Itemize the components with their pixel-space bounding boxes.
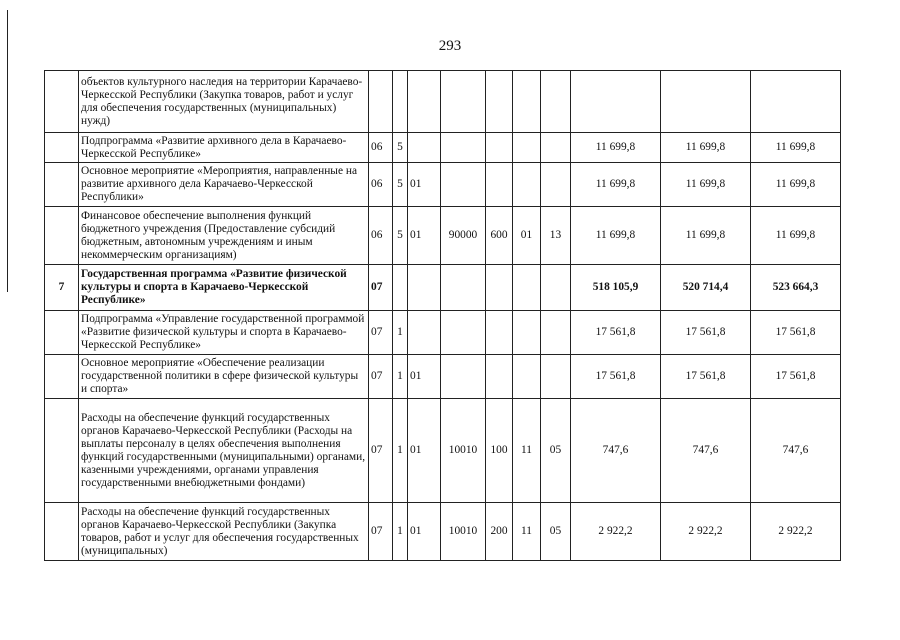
section-code-cell: 07: [369, 311, 393, 355]
description-cell: Расходы на обеспечение функций государственных органов Карачаево-Черкесской Республики (Закупка товаров, работ и услуг для обеспечения государственных (муниципальных): [79, 503, 369, 561]
division-cell: 01: [513, 207, 541, 265]
amount-year1-cell: [571, 71, 661, 133]
amount-year1-cell: 11 699,8: [571, 207, 661, 265]
measure-code-cell: [408, 71, 441, 133]
expense-type-cell: [486, 311, 513, 355]
subprogram-code-cell: 1: [393, 503, 408, 561]
amount-year3-cell: 2 922,2: [751, 503, 841, 561]
direction-code-cell: [441, 265, 486, 311]
direction-code-cell: [441, 355, 486, 399]
page-number: 293: [438, 38, 462, 54]
section-code-cell: 07: [369, 265, 393, 311]
amount-year1-cell: 11 699,8: [571, 163, 661, 207]
description-cell: Подпрограмма «Управление государственной программой «Развитие физической культуры и спорта в Карачаево-Черкесской Республике»: [79, 311, 369, 355]
table-row: [45, 311, 841, 355]
amount-year1-cell: 17 561,8: [571, 355, 661, 399]
division-cell: [513, 71, 541, 133]
amount-year2-cell: 520 714,4: [661, 265, 751, 311]
description-cell: Расходы на обеспечение функций государственных органов Карачаево-Черкесской Республики (Расходы на выплаты персоналу в целях обеспечения выполнения функций государственными (муниципальными) органами, казенными учреждениями, органами управления государственными внебюджетными фондами): [79, 399, 369, 503]
table-row: [45, 503, 841, 561]
subprogram-code-cell: [393, 71, 408, 133]
division-cell: [513, 311, 541, 355]
section-code-cell: 06: [369, 207, 393, 265]
measure-code-cell: 01: [408, 355, 441, 399]
row-number-cell: [45, 355, 79, 399]
division-cell: 11: [513, 399, 541, 503]
amount-year2-cell: 17 561,8: [661, 311, 751, 355]
direction-code-cell: 10010: [441, 399, 486, 503]
amount-year3-cell: 11 699,8: [751, 207, 841, 265]
subprogram-code-cell: [393, 265, 408, 311]
expense-type-cell: [486, 163, 513, 207]
section-code-cell: 07: [369, 399, 393, 503]
section-code-cell: 07: [369, 503, 393, 561]
direction-code-cell: [441, 163, 486, 207]
subdivision-cell: 05: [541, 399, 571, 503]
table-row: [45, 399, 841, 503]
row-number-cell: [45, 503, 79, 561]
description-cell: Государственная программа «Развитие физической культуры и спорта в Карачаево-Черкесской Республике»: [79, 265, 369, 311]
expense-type-cell: 100: [486, 399, 513, 503]
table-row: [45, 355, 841, 399]
division-cell: [513, 133, 541, 163]
measure-code-cell: 01: [408, 399, 441, 503]
division-cell: [513, 265, 541, 311]
subdivision-cell: [541, 71, 571, 133]
amount-year3-cell: 11 699,8: [751, 133, 841, 163]
table-row: [45, 207, 841, 265]
amount-year1-cell: 518 105,9: [571, 265, 661, 311]
subdivision-cell: [541, 355, 571, 399]
measure-code-cell: 01: [408, 207, 441, 265]
measure-code-cell: 01: [408, 503, 441, 561]
row-number-cell: [45, 163, 79, 207]
row-number-cell: [45, 207, 79, 265]
expense-type-cell: [486, 133, 513, 163]
description-cell: Подпрограмма «Развитие архивного дела в Карачаево-Черкесской Республике»: [79, 133, 369, 163]
direction-code-cell: 90000: [441, 207, 486, 265]
description-cell: объектов культурного наследия на территории Карачаево-Черкесской Республики (Закупка товаров, работ и услуг для обеспечения государственных (муниципальных) нужд): [79, 71, 369, 133]
direction-code-cell: 10010: [441, 503, 486, 561]
subprogram-code-cell: 5: [393, 207, 408, 265]
amount-year1-cell: 17 561,8: [571, 311, 661, 355]
direction-code-cell: [441, 311, 486, 355]
row-number-cell: [45, 311, 79, 355]
division-cell: [513, 355, 541, 399]
subdivision-cell: 05: [541, 503, 571, 561]
amount-year2-cell: 11 699,8: [661, 133, 751, 163]
amount-year3-cell: 523 664,3: [751, 265, 841, 311]
amount-year2-cell: [661, 71, 751, 133]
row-number-cell: 7: [45, 265, 79, 311]
section-code-cell: 06: [369, 133, 393, 163]
amount-year3-cell: 17 561,8: [751, 355, 841, 399]
expense-type-cell: 200: [486, 503, 513, 561]
amount-year2-cell: 747,6: [661, 399, 751, 503]
measure-code-cell: [408, 133, 441, 163]
table-row: [45, 133, 841, 163]
subprogram-code-cell: 1: [393, 311, 408, 355]
subprogram-code-cell: 5: [393, 133, 408, 163]
expense-type-cell: [486, 265, 513, 311]
amount-year2-cell: 17 561,8: [661, 355, 751, 399]
amount-year2-cell: 11 699,8: [661, 163, 751, 207]
amount-year1-cell: 2 922,2: [571, 503, 661, 561]
budget-table: [44, 70, 841, 561]
expense-type-cell: [486, 71, 513, 133]
amount-year2-cell: 11 699,8: [661, 207, 751, 265]
direction-code-cell: [441, 133, 486, 163]
amount-year3-cell: 11 699,8: [751, 163, 841, 207]
row-number-cell: [45, 399, 79, 503]
division-cell: [513, 163, 541, 207]
expense-type-cell: 600: [486, 207, 513, 265]
measure-code-cell: [408, 311, 441, 355]
subprogram-code-cell: 1: [393, 355, 408, 399]
section-code-cell: 07: [369, 355, 393, 399]
table-row: [45, 71, 841, 133]
subdivision-cell: [541, 311, 571, 355]
table-body: [45, 71, 841, 561]
subdivision-cell: [541, 133, 571, 163]
subprogram-code-cell: 1: [393, 399, 408, 503]
expense-type-cell: [486, 355, 513, 399]
subdivision-cell: [541, 163, 571, 207]
amount-year3-cell: 747,6: [751, 399, 841, 503]
direction-code-cell: [441, 71, 486, 133]
amount-year1-cell: 11 699,8: [571, 133, 661, 163]
amount-year3-cell: 17 561,8: [751, 311, 841, 355]
division-cell: 11: [513, 503, 541, 561]
amount-year1-cell: 747,6: [571, 399, 661, 503]
measure-code-cell: 01: [408, 163, 441, 207]
row-number-cell: [45, 133, 79, 163]
subprogram-code-cell: 5: [393, 163, 408, 207]
section-code-cell: [369, 71, 393, 133]
section-code-cell: 06: [369, 163, 393, 207]
subdivision-cell: 13: [541, 207, 571, 265]
description-cell: Основное мероприятие «Мероприятия, направленные на развитие архивного дела Карачаево-Черкесской Республики»: [79, 163, 369, 207]
amount-year3-cell: [751, 71, 841, 133]
table-row: [45, 163, 841, 207]
measure-code-cell: [408, 265, 441, 311]
subdivision-cell: [541, 265, 571, 311]
row-number-cell: [45, 71, 79, 133]
description-cell: Финансовое обеспечение выполнения функций бюджетного учреждения (Предоставление субсидий бюджетным, автономным учреждениям и иным некоммерческим организациям): [79, 207, 369, 265]
amount-year2-cell: 2 922,2: [661, 503, 751, 561]
table-row: [45, 265, 841, 311]
description-cell: Основное мероприятие «Обеспечение реализации государственной политики в сфере физической культуры и спорта»: [79, 355, 369, 399]
